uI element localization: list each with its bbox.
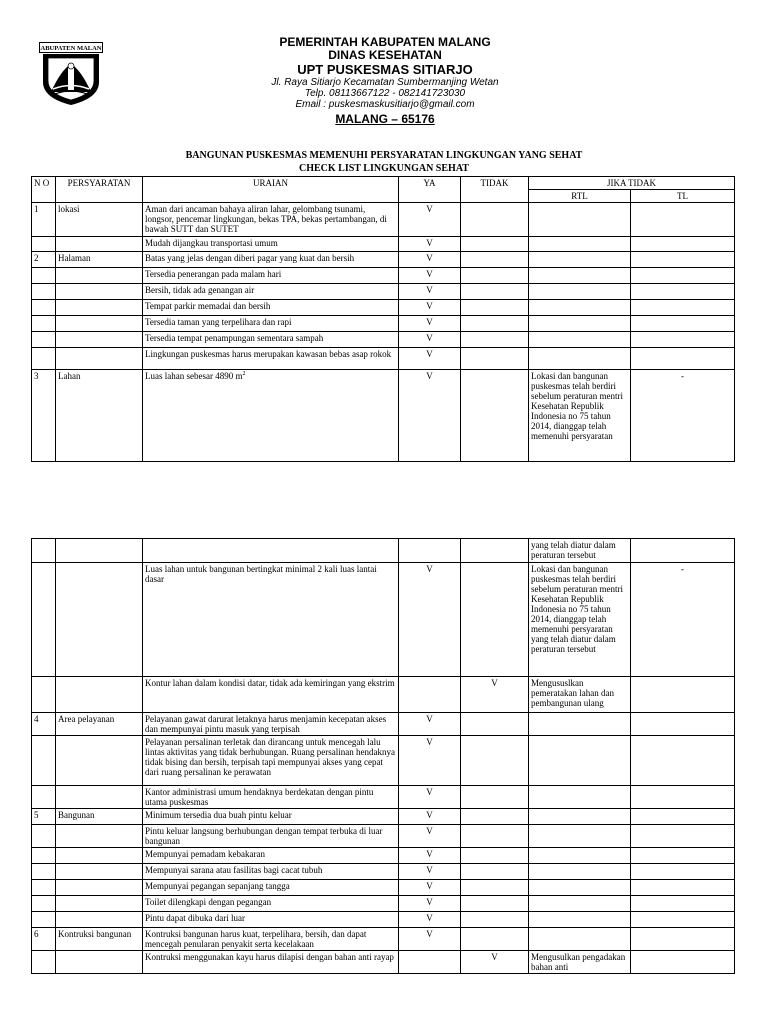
- cell-ya: [399, 896, 461, 912]
- header-rtl: RTL: [529, 190, 631, 203]
- svg-text:KABUPATEN MALANG: KABUPATEN MALANG: [39, 45, 103, 52]
- cell-tl: [631, 880, 735, 896]
- cell-tidak: [461, 786, 529, 809]
- cell-ya-text: V: [426, 787, 433, 797]
- cell-ya-text: V: [426, 865, 433, 875]
- cell-tl: [631, 563, 735, 677]
- cell-tl: [631, 237, 735, 252]
- cell-uraian: [143, 809, 399, 825]
- cell-ya-text: V: [426, 204, 433, 214]
- cell-rtl: [529, 786, 631, 809]
- cell-no: [32, 268, 56, 284]
- cell-rtl: [529, 880, 631, 896]
- cell-ya: [399, 300, 461, 316]
- header-jika-tidak: JIKA TIDAK: [529, 177, 735, 190]
- cell-persyaratan: [56, 825, 143, 848]
- cell-rtl-text: Mengususlkan pemeratakan lahan dan pembangunan ulang: [531, 678, 614, 708]
- cell-uraian: [143, 300, 399, 316]
- cell-uraian: [143, 677, 399, 713]
- cell-rtl: [529, 912, 631, 928]
- header-tidak: TIDAK: [461, 177, 529, 203]
- cell-tl: [631, 809, 735, 825]
- cell-uraian: [143, 203, 399, 237]
- cell-tidak: [461, 563, 529, 677]
- cell-uraian: [143, 268, 399, 284]
- table-row: [32, 786, 735, 809]
- cell-uraian-text: Lingkungan puskesmas harus merupakan kawasan bebas asap rokok: [145, 349, 392, 359]
- cell-tl: [631, 370, 735, 462]
- cell-ya: [399, 864, 461, 880]
- cell-no-text: 1: [34, 204, 39, 214]
- cell-tidak: [461, 252, 529, 268]
- cell-rtl-text: Lokasi dan bangunan puskesmas telah berdiri sebelum peraturan mentri Kesehatan Republik Indonesia no 75 tahun 2014, dianggap telah memenuhi persyaratan yang telah diatur dalam peraturan tersebut: [531, 564, 623, 654]
- cell-uraian-text: Pintu keluar langsung berhubungan dengan tempat terbuka di luar bangunan: [145, 826, 383, 846]
- checklist-table-page1: [31, 176, 735, 462]
- cell-uraian-text: Kantor administrasi umum hendaknya berdekatan dengan pintu utama puskesmas: [145, 787, 374, 807]
- cell-no: [32, 880, 56, 896]
- cell-rtl: [529, 713, 631, 736]
- cell-persyaratan: [56, 912, 143, 928]
- cell-tidak: [461, 300, 529, 316]
- cell-persyaratan: [56, 848, 143, 864]
- table-row: [32, 237, 735, 252]
- cell-tl: [631, 316, 735, 332]
- cell-ya-text: V: [426, 913, 433, 923]
- cell-no: [32, 951, 56, 974]
- cell-tl: [631, 332, 735, 348]
- cell-tl: [631, 912, 735, 928]
- cell-no: [32, 809, 56, 825]
- cell-tidak: [461, 825, 529, 848]
- cell-uraian: [143, 237, 399, 252]
- cell-persyaratan: [56, 252, 143, 268]
- cell-uraian-text: Tersedia taman yang terpelihara dan rapi: [145, 317, 292, 327]
- cell-tidak: [461, 736, 529, 786]
- cell-tidak: [461, 809, 529, 825]
- cell-uraian: [143, 252, 399, 268]
- cell-persyaratan: [56, 370, 143, 462]
- table-row: [32, 539, 735, 563]
- cell-ya: [399, 203, 461, 237]
- cell-tidak: [461, 539, 529, 563]
- cell-tidak: [461, 316, 529, 332]
- cell-rtl: [529, 252, 631, 268]
- header-ya: YA: [399, 177, 461, 203]
- table-row: [32, 912, 735, 928]
- cell-no: [32, 237, 56, 252]
- table-row: [32, 300, 735, 316]
- cell-rtl-text: yang telah diatur dalam peraturan tersebut: [531, 540, 616, 560]
- cell-uraian: [143, 825, 399, 848]
- table-row: [32, 713, 735, 736]
- cell-persyaratan: [56, 736, 143, 786]
- table-row: [32, 928, 735, 951]
- cell-tl: [631, 252, 735, 268]
- table-row: [32, 864, 735, 880]
- table-row: [32, 736, 735, 786]
- cell-tl: [631, 300, 735, 316]
- cell-tidak-text: V: [491, 678, 498, 688]
- cell-persyaratan-text: Halaman: [58, 253, 91, 263]
- cell-uraian-text: Tersedia penerangan pada malam hari: [145, 269, 282, 279]
- cell-tl-text: -: [681, 371, 684, 381]
- cell-tidak: [461, 848, 529, 864]
- cell-no: [32, 713, 56, 736]
- letterhead-phone: Telp. 08113667122 - 082141723030: [304, 88, 466, 99]
- cell-rtl: [529, 300, 631, 316]
- cell-tidak: [461, 896, 529, 912]
- cell-persyaratan: [56, 300, 143, 316]
- cell-ya-text: V: [426, 253, 433, 263]
- cell-no: [32, 370, 56, 462]
- cell-persyaratan: [56, 316, 143, 332]
- document-title: BANGUNAN PUSKESMAS MEMENUHI PERSYARATAN LINGKUNGAN YANG SEHAT: [185, 150, 583, 161]
- table-row: [32, 284, 735, 300]
- cell-no: [32, 928, 56, 951]
- cell-no: [32, 348, 56, 370]
- table-row: [32, 348, 735, 370]
- cell-rtl: [529, 203, 631, 237]
- cell-uraian-text: Minimum tersedia dua buah pintu keluar: [145, 810, 292, 820]
- cell-tl: [631, 825, 735, 848]
- cell-uraian: [143, 539, 399, 563]
- cell-no: [32, 825, 56, 848]
- cell-no: [32, 203, 56, 237]
- cell-no: [32, 912, 56, 928]
- cell-uraian-text: Tempat parkir memadai dan bersih: [145, 301, 271, 311]
- cell-no: [32, 563, 56, 677]
- cell-ya: [399, 809, 461, 825]
- cell-uraian-text: Pelayanan gawat darurat letaknya harus menjamin kecepatan akses dan mempunyai pintu masuk yang terpisah: [145, 714, 387, 734]
- table-row: [32, 951, 735, 974]
- cell-ya-text: V: [426, 371, 433, 381]
- table-row: [32, 332, 735, 348]
- cell-ya-text: V: [426, 881, 433, 891]
- table-row: [32, 563, 735, 677]
- cell-uraian: [143, 348, 399, 370]
- superscript: 2: [242, 371, 246, 377]
- cell-rtl: [529, 237, 631, 252]
- cell-tidak: [461, 928, 529, 951]
- cell-tidak: [461, 348, 529, 370]
- cell-rtl: [529, 316, 631, 332]
- cell-tidak: [461, 864, 529, 880]
- cell-ya: [399, 563, 461, 677]
- cell-tl: [631, 284, 735, 300]
- cell-uraian-text: Kontruksi menggunakan kayu harus dilapisi dengan bahan anti rayap: [145, 952, 394, 962]
- cell-tl: [631, 864, 735, 880]
- cell-rtl: [529, 677, 631, 713]
- cell-ya: [399, 370, 461, 462]
- cell-tl: [631, 268, 735, 284]
- cell-tidak: [461, 880, 529, 896]
- cell-uraian-text: Batas yang jelas dengan diberi pagar yang kuat dan bersih: [145, 253, 355, 263]
- table-row: [32, 252, 735, 268]
- cell-ya: [399, 786, 461, 809]
- cell-uraian: [143, 880, 399, 896]
- table-row: [32, 316, 735, 332]
- letterhead-address: Jl. Raya Sitiarjo Kecamatan Sumbermanjing Wetan: [271, 77, 499, 88]
- cell-uraian-text: Tersedia tempat penampungan sementara sampah: [145, 333, 324, 343]
- cell-tidak: [461, 370, 529, 462]
- cell-tidak: [461, 951, 529, 974]
- cell-persyaratan: [56, 268, 143, 284]
- cell-persyaratan: [56, 713, 143, 736]
- cell-persyaratan-text: Kontruksi bangunan: [58, 929, 132, 939]
- cell-rtl: [529, 370, 631, 462]
- cell-no: [32, 284, 56, 300]
- letterhead-city: MALANG – 65176: [335, 112, 435, 126]
- cell-rtl: [529, 809, 631, 825]
- letterhead-email: Email : puskesmaskusitiarjo@gmail.com: [295, 99, 475, 110]
- cell-uraian-text: Kontur lahan dalam kondisi datar, tidak ada kemiringan yang ekstrim: [145, 678, 395, 688]
- cell-uraian: [143, 332, 399, 348]
- cell-no-text: 3: [34, 371, 39, 381]
- cell-rtl: [529, 348, 631, 370]
- cell-persyaratan: [56, 332, 143, 348]
- cell-tl: [631, 951, 735, 974]
- cell-tl: [631, 786, 735, 809]
- kabupaten-malang-logo: [39, 42, 103, 106]
- cell-ya-text: V: [426, 810, 433, 820]
- cell-rtl: [529, 284, 631, 300]
- cell-tl: [631, 848, 735, 864]
- letterhead-institution: UPT PUSKESMAS SITIARJO: [297, 62, 473, 77]
- cell-persyaratan: [56, 677, 143, 713]
- cell-tidak: [461, 268, 529, 284]
- cell-ya: [399, 912, 461, 928]
- cell-rtl: [529, 268, 631, 284]
- cell-rtl-text: Lokasi dan bangunan puskesmas telah berdiri sebelum peraturan mentri Kesehatan Republik Indonesia no 75 tahun 2014, dianggap telah memenuhi persyaratan: [531, 371, 623, 441]
- header-tl: TL: [631, 190, 735, 203]
- cell-rtl: [529, 539, 631, 563]
- cell-uraian: [143, 864, 399, 880]
- cell-no-text: 5: [34, 810, 39, 820]
- cell-tidak: [461, 284, 529, 300]
- cell-ya-text: V: [426, 849, 433, 859]
- cell-ya-text: V: [426, 897, 433, 907]
- cell-no: [32, 677, 56, 713]
- cell-persyaratan: [56, 951, 143, 974]
- cell-no-text: 4: [34, 714, 39, 724]
- cell-no: [32, 848, 56, 864]
- cell-ya: [399, 677, 461, 713]
- cell-ya-text: V: [426, 714, 433, 724]
- cell-ya-text: V: [426, 238, 433, 248]
- cell-ya-text: V: [426, 333, 433, 343]
- cell-uraian-text: Toilet dilengkapi dengan pegangan: [145, 897, 272, 907]
- cell-ya-text: V: [426, 826, 433, 836]
- cell-persyaratan-text: Bangunan: [58, 810, 95, 820]
- cell-persyaratan: [56, 563, 143, 677]
- cell-rtl: [529, 563, 631, 677]
- cell-no: [32, 252, 56, 268]
- cell-tidak: [461, 237, 529, 252]
- cell-uraian: [143, 563, 399, 677]
- cell-rtl: [529, 864, 631, 880]
- header-no: N O: [32, 177, 56, 203]
- cell-uraian: [143, 736, 399, 786]
- cell-ya-text: V: [426, 737, 433, 747]
- cell-rtl: [529, 848, 631, 864]
- cell-ya-text: V: [426, 929, 433, 939]
- cell-uraian-text: Mempunyai pemadam kebakaran: [145, 849, 265, 859]
- table-row: [32, 370, 735, 462]
- cell-persyaratan-text: Area pelayanan: [58, 714, 115, 724]
- cell-no-text: 2: [34, 253, 39, 263]
- cell-tidak: [461, 713, 529, 736]
- cell-uraian-text: Luas lahan sebesar 4890 m: [145, 371, 243, 381]
- cell-no: [32, 300, 56, 316]
- table-row: [32, 896, 735, 912]
- cell-uraian-text: Aman dari ancaman bahaya aliran lahar, gelombang tsunami, longsor, pencemar lingkungan, bekas TPA, bekas pertambangan, di bawah SUTT dan SUTET: [145, 204, 387, 234]
- cell-uraian: [143, 786, 399, 809]
- cell-ya-text: V: [426, 301, 433, 311]
- cell-tidak: [461, 677, 529, 713]
- cell-ya: [399, 252, 461, 268]
- letterhead-government: PEMERINTAH KABUPATEN MALANG: [279, 35, 491, 49]
- cell-uraian: [143, 896, 399, 912]
- cell-ya: [399, 825, 461, 848]
- checklist-table-page2: [31, 538, 735, 974]
- cell-no: [32, 736, 56, 786]
- cell-tidak-text: V: [491, 952, 498, 962]
- cell-persyaratan: [56, 880, 143, 896]
- cell-persyaratan: [56, 786, 143, 809]
- cell-no-text: 6: [34, 929, 39, 939]
- cell-ya: [399, 539, 461, 563]
- cell-persyaratan: [56, 809, 143, 825]
- cell-tl: [631, 928, 735, 951]
- cell-persyaratan-text: Lahan: [58, 371, 81, 381]
- cell-ya-text: V: [426, 285, 433, 295]
- table-row: [32, 268, 735, 284]
- cell-ya: [399, 928, 461, 951]
- cell-rtl: [529, 825, 631, 848]
- cell-ya: [399, 316, 461, 332]
- header-uraian: URAIAN: [143, 177, 399, 203]
- cell-no: [32, 896, 56, 912]
- cell-tl: [631, 713, 735, 736]
- cell-uraian-text: Mudah dijangkau transportasi umum: [145, 238, 278, 248]
- cell-tidak: [461, 332, 529, 348]
- table-row: [32, 203, 735, 237]
- cell-rtl-text: Mengusulkan pengadakan bahan anti: [531, 952, 626, 972]
- cell-uraian: [143, 316, 399, 332]
- letterhead: [230, 36, 540, 126]
- cell-persyaratan: [56, 203, 143, 237]
- cell-ya: [399, 284, 461, 300]
- cell-tidak: [461, 912, 529, 928]
- cell-rtl: [529, 951, 631, 974]
- cell-ya: [399, 736, 461, 786]
- cell-tl: [631, 539, 735, 563]
- header-persyaratan: PERSYARATAN: [56, 177, 143, 203]
- table-row: [32, 880, 735, 896]
- cell-uraian: [143, 848, 399, 864]
- cell-persyaratan-text: lokasi: [58, 204, 80, 214]
- cell-no: [32, 864, 56, 880]
- cell-ya: [399, 880, 461, 896]
- cell-ya: [399, 713, 461, 736]
- cell-ya: [399, 348, 461, 370]
- cell-persyaratan: [56, 284, 143, 300]
- cell-uraian-text: Bersih, tidak ada genangan air: [145, 285, 255, 295]
- letterhead-department: DINAS KESEHATAN: [328, 48, 442, 62]
- table-row: [32, 809, 735, 825]
- cell-ya: [399, 332, 461, 348]
- cell-tl: [631, 203, 735, 237]
- cell-ya: [399, 951, 461, 974]
- cell-tl-text: -: [681, 564, 684, 574]
- cell-ya: [399, 268, 461, 284]
- cell-uraian: [143, 284, 399, 300]
- cell-uraian: [143, 912, 399, 928]
- cell-rtl: [529, 736, 631, 786]
- cell-uraian: [143, 951, 399, 974]
- cell-tl: [631, 896, 735, 912]
- table-row: [32, 848, 735, 864]
- cell-rtl: [529, 332, 631, 348]
- cell-tl: [631, 348, 735, 370]
- cell-persyaratan: [56, 864, 143, 880]
- cell-no: [32, 786, 56, 809]
- cell-tl: [631, 736, 735, 786]
- cell-uraian: [143, 370, 399, 462]
- cell-uraian: [143, 713, 399, 736]
- cell-rtl: [529, 928, 631, 951]
- cell-ya-text: V: [426, 317, 433, 327]
- cell-persyaratan: [56, 348, 143, 370]
- cell-persyaratan: [56, 928, 143, 951]
- cell-uraian: [143, 928, 399, 951]
- cell-ya: [399, 848, 461, 864]
- cell-persyaratan: [56, 237, 143, 252]
- cell-persyaratan: [56, 539, 143, 563]
- cell-tl: [631, 677, 735, 713]
- cell-ya-text: V: [426, 269, 433, 279]
- cell-ya-text: V: [426, 564, 433, 574]
- cell-tidak: [461, 203, 529, 237]
- table-row: [32, 825, 735, 848]
- cell-uraian-text: Pintu dapat dibuka dari luar: [145, 913, 245, 923]
- cell-uraian-text: Mempunyai pegangan sepanjang tangga: [145, 881, 290, 891]
- table-row: [32, 677, 735, 713]
- cell-persyaratan: [56, 896, 143, 912]
- cell-uraian-text: Mempunyai sarana atau fasilitas bagi cacat tubuh: [145, 865, 323, 875]
- cell-no: [32, 332, 56, 348]
- cell-ya: [399, 237, 461, 252]
- cell-uraian-text: Pelayanan persalinan terletak dan dirancang untuk mencegah lalu lintas aktivitas yang tidak berhubungan. Ruang persalinan hendaknya tidak bising dan bersih, terpisah tapi mempunyai akses yang cepat dari ruang persalinan ke perawatan: [145, 737, 395, 777]
- document-subtitle: CHECK LIST LINGKUNGAN SEHAT: [299, 163, 469, 174]
- cell-uraian-text: Luas lahan untuk bangunan bertingkat minimal 2 kali luas lantai dasar: [145, 564, 377, 584]
- cell-rtl: [529, 896, 631, 912]
- cell-no: [32, 539, 56, 563]
- cell-uraian-text: Kontruksi bangunan harus kuat, terpelihara, bersih, dan dapat mencegah penularan penyakit serta kecelakaan: [145, 929, 367, 949]
- cell-ya-text: V: [426, 349, 433, 359]
- cell-no: [32, 316, 56, 332]
